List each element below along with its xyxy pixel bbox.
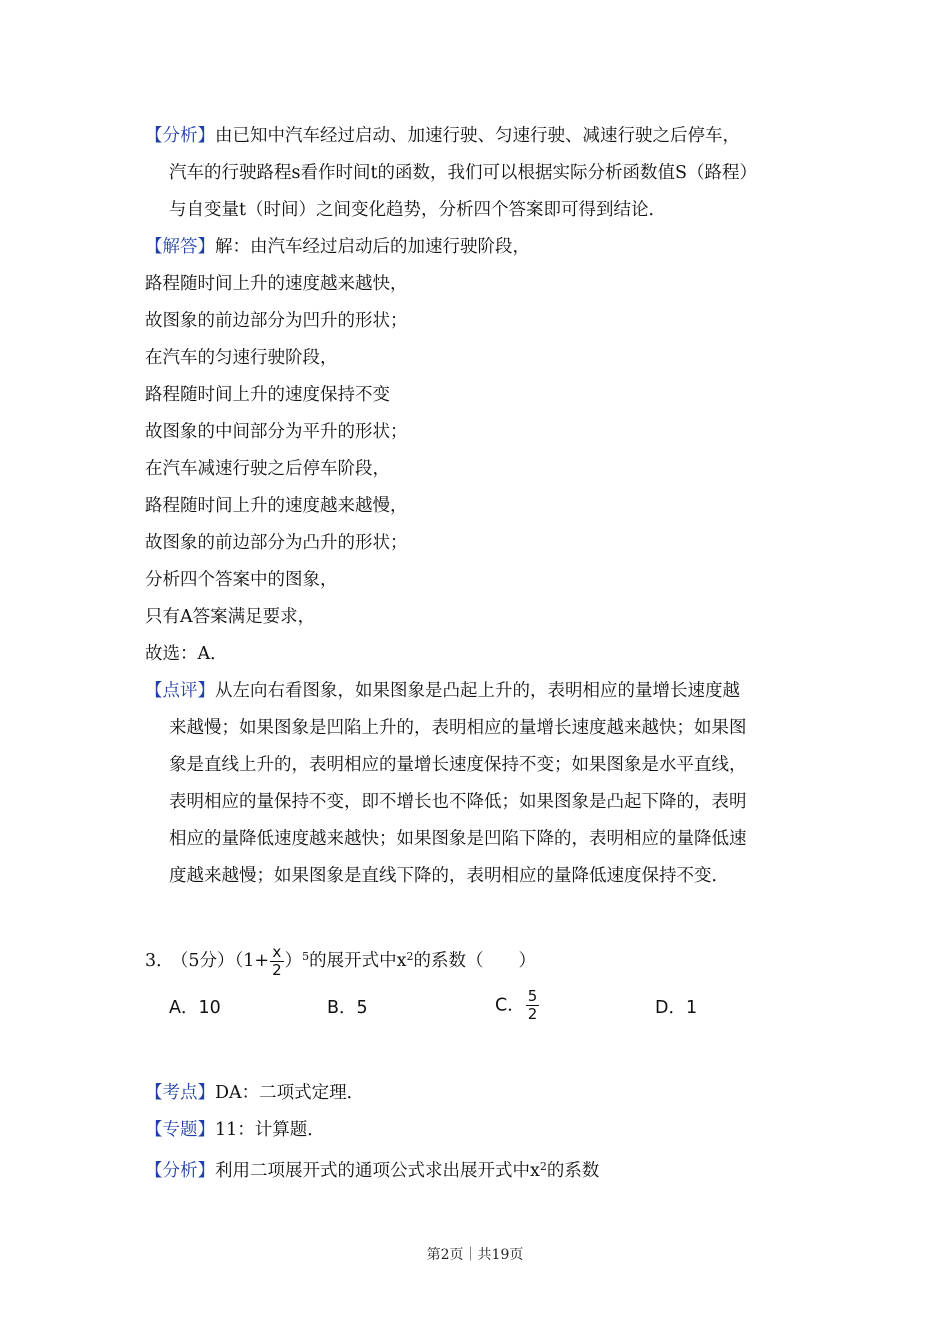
answer-text-1: 解：由汽车经过启动后的加速行驶阶段， [215, 237, 530, 257]
question-3-stem [145, 944, 536, 979]
answer-body-line: 故图象的前边部分为凸升的形状； [145, 533, 408, 553]
comment-line: 表明相应的量保持不变，即不增长也不降低；如果图象是凸起下降的，表明 [169, 792, 747, 812]
answer-tag: 【解答】 [145, 237, 215, 257]
analysis-line-2: 汽车的行驶路程s看作时间t的函数，我们可以根据实际分析函数值S（路程） [169, 163, 757, 183]
answer-line-1 [145, 235, 530, 259]
zhuanti-tag: 【专题】 [145, 1120, 215, 1140]
expression-close: ） [284, 951, 303, 971]
fenxi-exponent: 2 [539, 1160, 547, 1173]
comment-line-1 [145, 679, 740, 703]
comment-line: 来越慢；如果图象是凹陷上升的，表明相应的量增长速度越来越快；如果图 [169, 718, 747, 738]
answer-body-line: 故选：A． [145, 644, 228, 664]
zhuanti-line [145, 1118, 325, 1142]
answer-body-line: 在汽车的匀速行驶阶段， [145, 348, 338, 368]
answer-body-line: 路程随时间上升的速度越来越快， [145, 274, 408, 294]
answer-body-line: 路程随时间上升的速度保持不变 [145, 385, 390, 405]
page-footer: 第2页｜共19页 [426, 1247, 524, 1263]
comment-text-1: 从左向右看图象，如果图象是凸起上升的，表明相应的量增长速度越 [215, 681, 740, 701]
option-a: A．10 [169, 998, 221, 1018]
answer-body-line: 故图象的中间部分为平升的形状； [145, 422, 408, 442]
kaodian-text: DA：二项式定理． [215, 1083, 365, 1103]
answer-body-line: 路程随时间上升的速度越来越慢， [145, 496, 408, 516]
fraction-5-over-2 [526, 988, 540, 1023]
option-d: D．1 [655, 998, 698, 1018]
comment-line: 相应的量降低速度越来越快；如果图象是凹陷下降的，表明相应的量降低速 [169, 829, 747, 849]
exponent-x: 2 [406, 950, 414, 963]
comment-tag: 【点评】 [145, 681, 215, 701]
analysis-line-3: 与自变量t（时间）之间变化趋势，分析四个答案即可得到结论． [169, 200, 667, 220]
option-c-label: C． [495, 995, 525, 1016]
fraction-denominator: 2 [272, 961, 282, 979]
kaodian-line [145, 1081, 364, 1105]
answer-body-line: 在汽车减速行驶之后停车阶段， [145, 459, 390, 479]
fraction-numerator: 5 [527, 987, 538, 1005]
analysis-text-1: 由已知中汽车经过启动、加速行驶、匀速行驶、减速行驶之后停车， [215, 126, 740, 146]
fraction-x-over-2 [270, 944, 284, 979]
analysis-tag: 【分析】 [145, 126, 215, 146]
fraction-denominator: 2 [527, 1005, 538, 1023]
zhuanti-text: 11：计算题． [215, 1120, 325, 1140]
question-number: 3． [145, 951, 174, 971]
option-b: B．5 [327, 998, 368, 1018]
comment-line: 度越来越慢；如果图象是直线下降的，表明相应的量降低速度保持不变． [169, 866, 729, 886]
answer-body-line: 分析四个答案中的图象， [145, 570, 338, 590]
expression-open: （1+ [234, 951, 270, 971]
fenxi-line [145, 1155, 599, 1183]
kaodian-tag: 【考点】 [145, 1083, 215, 1103]
fenxi-text-a: 利用二项展开式的通项公式求出展开式中x [215, 1161, 540, 1181]
fenxi-tag: 【分析】 [145, 1161, 215, 1181]
comment-line: 象是直线上升的，表明相应的量增长速度保持不变；如果图象是水平直线， [169, 755, 747, 775]
fraction-numerator: x [270, 944, 284, 962]
answer-body-line: 故图象的前边部分为凹升的形状； [145, 311, 408, 331]
question-text-b: 的系数（ ） [413, 951, 537, 971]
question-score: （5分） [179, 951, 235, 971]
exponent: 5 [302, 950, 310, 963]
answer-body-line: 只有A答案满足要求， [145, 607, 316, 627]
question-text-a: 的展开式中x [309, 951, 407, 971]
option-c [495, 988, 540, 1023]
fenxi-text-b: 的系数 [546, 1161, 600, 1181]
analysis-line-1 [145, 124, 740, 148]
